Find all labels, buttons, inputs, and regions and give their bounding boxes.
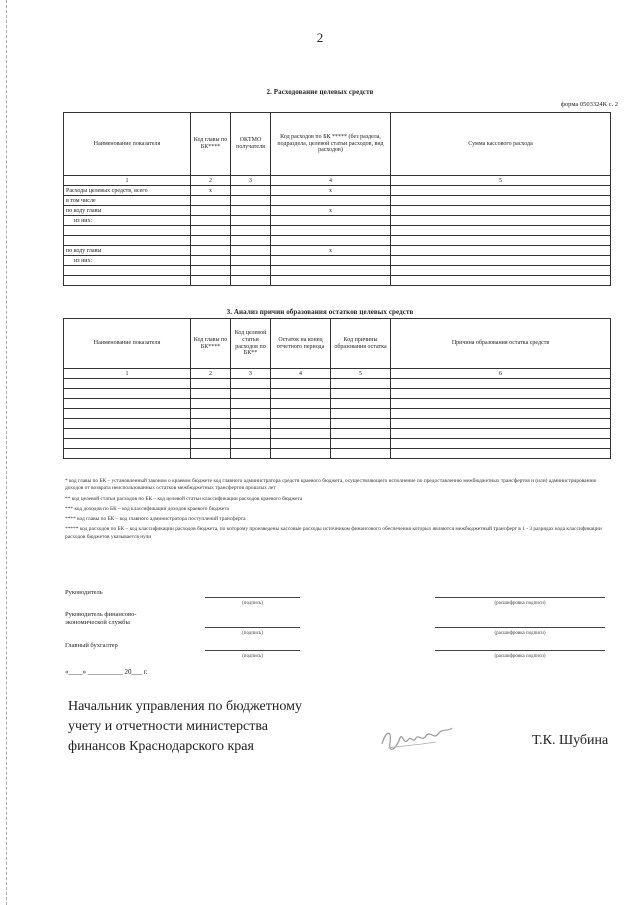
table-cell (64, 379, 191, 389)
col-header: Код главы по БК**** (191, 113, 231, 176)
table-row (64, 399, 611, 409)
table-cell (391, 276, 611, 286)
col-header: Остаток на конец отчетного периода (271, 319, 331, 369)
table-cell (191, 439, 231, 449)
table-cell (331, 419, 391, 429)
table-cell (64, 266, 191, 276)
table-cell (231, 186, 271, 196)
finance-decoding-line (435, 627, 605, 628)
footnote: *** код доходов по БК – код классификации доходов краевого бюджета (65, 505, 229, 512)
table-cell (271, 236, 391, 246)
table-cell (231, 256, 271, 266)
table-cell: х (271, 186, 391, 196)
signature-caption: (подпись) (242, 654, 263, 659)
table-cell (64, 429, 191, 439)
table-cell (391, 429, 611, 439)
accountant-decoding-line (435, 650, 605, 651)
table-cell (64, 419, 191, 429)
footnote: ***** код расходов по БК – код классификации расходов бюджета, по которому произведены кассовые расходы источником финансового обеспечения которых являются межбюджетный трансферт в 1 - 3 разрядах кода классификации расходов бюджетов указывается нули (65, 526, 602, 540)
table-cell: в том числе (64, 196, 191, 206)
col-header: Причина образования остатка средств (391, 319, 611, 369)
table-cell (191, 256, 231, 266)
table-cell (191, 419, 231, 429)
table-cell (64, 399, 191, 409)
table-cell (231, 399, 271, 409)
head-signature-line (205, 597, 300, 598)
table-cell (271, 276, 391, 286)
table-cell (231, 379, 271, 389)
table-cell (331, 449, 391, 459)
table-cell (271, 256, 391, 266)
table-cell (231, 216, 271, 226)
table-cell: по коду главы (64, 246, 191, 256)
table-cell (64, 226, 191, 236)
table-cell: из них: (64, 216, 191, 226)
decoding-caption: (расшифровка подписи) (494, 631, 546, 636)
col-header: Сумма кассового расхода (391, 113, 611, 176)
footnote: **** код главы по БК – код главного администратора поступлений трансферта (65, 516, 246, 523)
perforation-line (6, 0, 7, 905)
col-header: ОКТМО получателя (231, 113, 271, 176)
column-number-row (64, 176, 611, 186)
table-cell (391, 256, 611, 266)
table-header-row (64, 319, 611, 369)
table-cell (64, 389, 191, 399)
date-line: «____» __________ 20___ г. (65, 668, 148, 676)
official-title-line: учету и отчетности министерства (68, 718, 269, 734)
signer-name: Т.К. Шубина (532, 733, 609, 748)
table-cell (231, 389, 271, 399)
table-cell (271, 439, 331, 449)
accountant-signature-line (205, 650, 300, 651)
table-cell (391, 419, 611, 429)
table-cell (231, 236, 271, 246)
footnote: ** код целевой статьи расходов по БК – код целевой статьи классификации расходов краевого бюджета (65, 495, 303, 502)
table-cell (391, 389, 611, 399)
table-cell (331, 429, 391, 439)
table-cell (391, 246, 611, 256)
table-cell (271, 226, 391, 236)
column-number: 4 (271, 369, 331, 379)
accountant-label: Главный бухгалтер (65, 642, 118, 649)
table-row (64, 449, 611, 459)
column-number: 6 (391, 369, 611, 379)
table-row (64, 216, 611, 226)
table-cell (271, 449, 331, 459)
finance-head-label: Руководитель финансово-экономической службы (65, 611, 137, 626)
table-cell (391, 409, 611, 419)
table-cell (271, 409, 331, 419)
col-header: Наименование показателя (64, 319, 191, 369)
table-row (64, 419, 611, 429)
table-cell (231, 206, 271, 216)
table-cell (191, 379, 231, 389)
col-header: Код расходов по БК ***** (без раздела, подраздела, целевой статьи расходов, вид расходов) (271, 113, 391, 176)
table-cell (191, 266, 231, 276)
table-cell (191, 216, 231, 226)
table-cell (231, 266, 271, 276)
column-number: 3 (231, 176, 271, 186)
expenditure-table (63, 112, 611, 286)
balance-analysis-table (63, 318, 611, 459)
table-cell (331, 409, 391, 419)
table-cell (231, 419, 271, 429)
table-cell (64, 449, 191, 459)
signature-caption: (подпись) (242, 601, 263, 606)
table-cell: х (271, 246, 391, 256)
table-cell (231, 429, 271, 439)
table-cell (271, 429, 331, 439)
table-cell (391, 186, 611, 196)
table-row (64, 439, 611, 449)
head-label: Руководитель (65, 589, 103, 596)
column-number: 5 (391, 176, 611, 186)
table-cell (271, 266, 391, 276)
table-cell (391, 226, 611, 236)
table-cell (331, 399, 391, 409)
column-number-row (64, 369, 611, 379)
col-header: Наименование показателя (64, 113, 191, 176)
table-cell (191, 399, 231, 409)
table-row (64, 206, 611, 216)
table-cell (64, 439, 191, 449)
table-cell (191, 409, 231, 419)
table-cell (391, 196, 611, 206)
page-number: 2 (316, 30, 324, 45)
table-cell (191, 226, 231, 236)
table-row (64, 429, 611, 439)
table-cell (191, 206, 231, 216)
table-cell (391, 379, 611, 389)
table-cell: х (191, 186, 231, 196)
table-row (64, 186, 611, 196)
table-row (64, 256, 611, 266)
col-header: Код причины образования остатка (331, 319, 391, 369)
column-number: 1 (64, 176, 191, 186)
form-code: форма 0503324К с. 2 (560, 101, 618, 108)
table-cell (191, 236, 231, 246)
table-cell: по коду главы (64, 206, 191, 216)
table-cell (391, 439, 611, 449)
footnotes (65, 478, 610, 544)
finance-signature-line (205, 627, 300, 628)
signature-caption: (подпись) (242, 631, 263, 636)
table-cell: Расходы целевых средств, всего (64, 186, 191, 196)
handwritten-signature (378, 720, 458, 756)
column-number: 4 (271, 176, 391, 186)
table-cell (331, 439, 391, 449)
section3-title: 3. Анализ причин образования остатков целевых средств (226, 308, 414, 316)
table-row (64, 226, 611, 236)
table-cell (191, 449, 231, 459)
table-header-row (64, 113, 611, 176)
table-cell (271, 389, 331, 399)
table-row (64, 246, 611, 256)
table-cell (271, 399, 331, 409)
table-cell (231, 449, 271, 459)
table-cell (191, 246, 231, 256)
table-cell (391, 206, 611, 216)
table-cell (391, 236, 611, 246)
table-row (64, 276, 611, 286)
table-cell (191, 196, 231, 206)
column-number: 3 (231, 369, 271, 379)
col-header: Код главы по БК**** (191, 319, 231, 369)
column-number: 2 (191, 369, 231, 379)
table-cell (231, 226, 271, 236)
table-cell (331, 379, 391, 389)
table-cell (331, 389, 391, 399)
footnote: * код главы по БК – установленный законом о краевом бюджете код главного администратора средств краевого бюджета, осуществляющего исполнение по предоставлению межбюджетных трансфертов и (или) администрированию доходов от возврата неиспользованных остатков межбюджетных трансфертов прошлых лет (65, 478, 597, 492)
decoding-caption: (расшифровка подписи) (494, 601, 546, 606)
table-cell (231, 276, 271, 286)
table-cell (231, 439, 271, 449)
column-number: 1 (64, 369, 191, 379)
table-cell (391, 449, 611, 459)
column-number: 2 (191, 176, 231, 186)
section2-title: 2. Расходование целевых средств (266, 88, 374, 96)
table-cell (64, 276, 191, 286)
table-row (64, 266, 611, 276)
column-number: 5 (331, 369, 391, 379)
table-cell: х (271, 206, 391, 216)
table-cell (191, 389, 231, 399)
table-cell (391, 399, 611, 409)
table-row (64, 379, 611, 389)
table-cell (391, 266, 611, 276)
table-cell (271, 379, 331, 389)
official-title (68, 697, 302, 757)
table-cell (271, 216, 391, 226)
table-cell (64, 409, 191, 419)
table-row (64, 409, 611, 419)
table-row (64, 389, 611, 399)
table-cell (271, 419, 331, 429)
table-cell (231, 409, 271, 419)
table-cell (391, 216, 611, 226)
table-cell (191, 276, 231, 286)
table-cell (271, 196, 391, 206)
table-cell (231, 196, 271, 206)
table-cell (64, 236, 191, 246)
table-cell (231, 246, 271, 256)
table-cell (191, 429, 231, 439)
table-row (64, 196, 611, 206)
table-row (64, 236, 611, 246)
official-title-line: финансов Краснодарского края (68, 738, 254, 754)
decoding-caption: (расшифровка подписи) (494, 654, 546, 659)
head-decoding-line (435, 597, 605, 598)
table-cell: из них: (64, 256, 191, 266)
official-title-line: Начальник управления по бюджетному (68, 699, 302, 714)
col-header: Код целевой статьи расходов по БК** (231, 319, 271, 369)
